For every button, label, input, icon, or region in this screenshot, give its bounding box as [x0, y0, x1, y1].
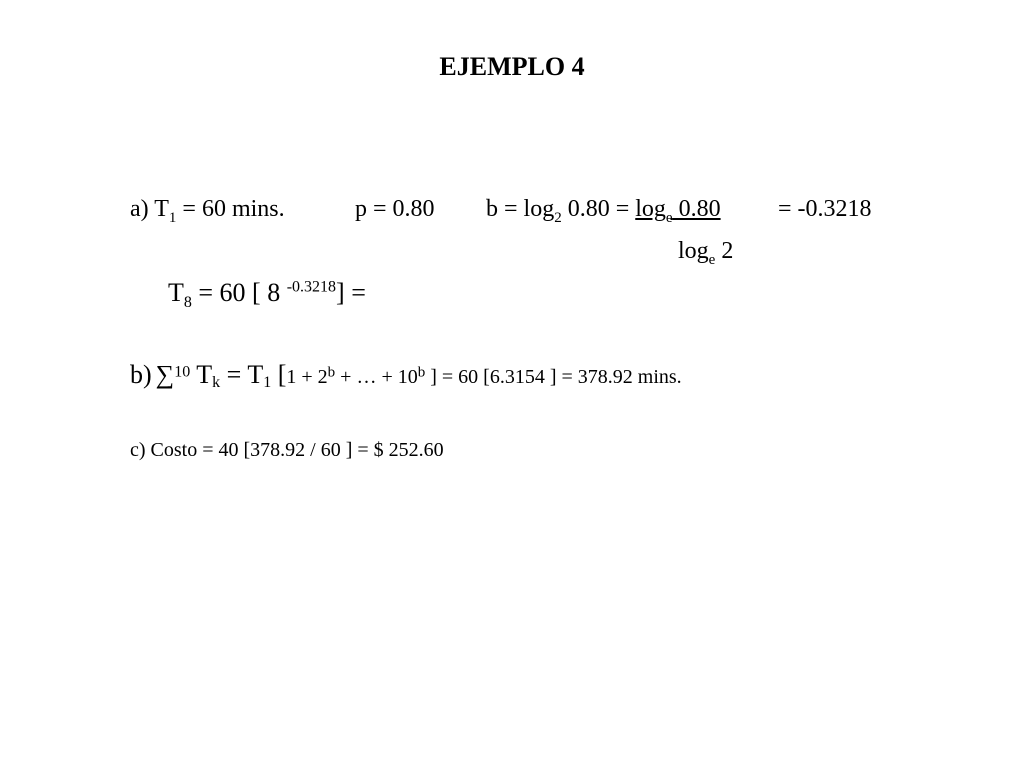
b-formula	[486, 196, 721, 226]
part-b-label: b)	[130, 360, 152, 389]
t8-exponent: -0.3218	[286, 278, 337, 296]
fraction-denominator	[678, 238, 734, 268]
t8-sub: 8	[183, 294, 192, 312]
tk-sub: k	[212, 374, 221, 392]
seq-exp-2: b	[417, 364, 426, 381]
eq-t1: = T	[220, 360, 264, 389]
bracket-open: [	[271, 360, 287, 389]
t1-sub-b: 1	[263, 374, 272, 392]
t8-mid: = 60 [ 8	[191, 278, 287, 307]
tk-var: T	[190, 360, 213, 389]
seq-end: ] = 60 [6.3154 ] = 378.92 mins.	[425, 366, 682, 388]
page-title: EJEMPLO 4	[439, 52, 585, 81]
t8-var: T	[168, 278, 184, 307]
t8-end: ] =	[336, 278, 366, 307]
seq-exp-1: b	[327, 364, 336, 381]
num-log-base: e	[665, 209, 673, 226]
t8-line	[168, 278, 366, 312]
b-result: = -0.3218	[778, 196, 872, 222]
b-log-base: 2	[554, 209, 562, 226]
seq-mid: + … + 10	[335, 366, 418, 388]
p-value: p = 0.80	[355, 196, 435, 222]
den-value: 2	[715, 238, 734, 264]
t1-sub: 1	[168, 209, 177, 226]
den-log-base: e	[708, 251, 716, 268]
fraction-numerator	[635, 196, 721, 226]
sigma-symbol: ∑	[155, 360, 175, 389]
seq-start: 1 + 2	[286, 366, 328, 388]
part-a-label: a)	[130, 196, 149, 222]
sigma-upper-limit: 10	[174, 363, 191, 381]
den-log: log	[678, 238, 709, 264]
num-value: 0.80	[672, 196, 721, 222]
num-log: log	[635, 196, 666, 222]
b-mid: 0.80 =	[561, 196, 636, 222]
t1-var: T	[154, 196, 169, 222]
part-a-line	[130, 196, 285, 226]
part-c-line: c) Costo = 40 [378.92 / 60 ] = $ 252.60	[130, 439, 444, 461]
b-prefix: b = log	[486, 196, 555, 222]
part-b-line	[130, 360, 682, 390]
t1-value: = 60 mins.	[176, 196, 285, 222]
